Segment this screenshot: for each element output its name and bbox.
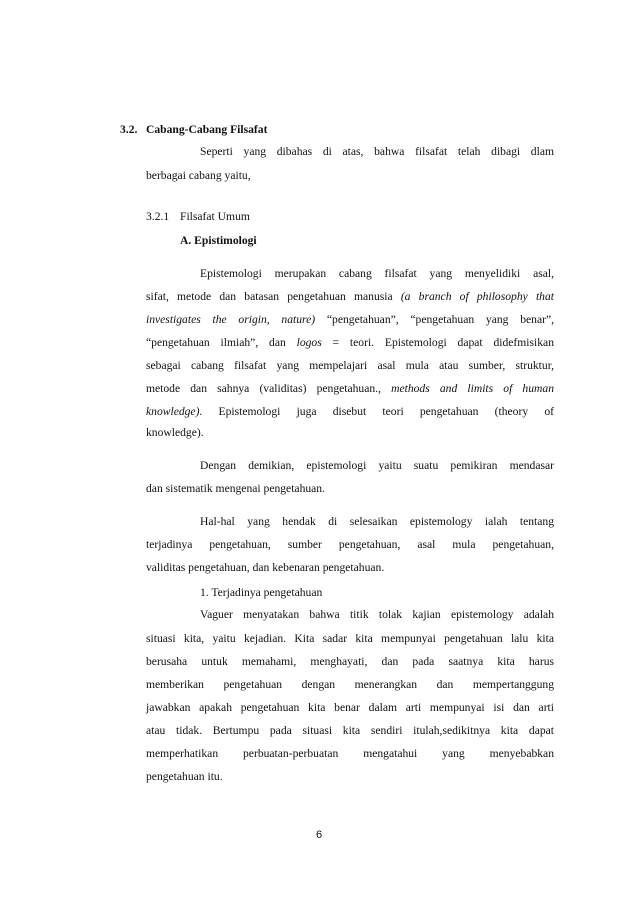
para1-line-1: Epistemologi merupakan cabang filsafat yang menyelidiki asal, <box>200 267 554 280</box>
para4-line-4: memberikan pengetahuan dengan menerangkan dan mempertanggung <box>146 678 554 691</box>
page-number: 6 <box>315 829 323 841</box>
section-number-3-2: 3.2. <box>120 123 138 136</box>
intro-line-2: berbagai cabang yaitu, <box>146 169 251 182</box>
para3-line-2: terjadinya pengetahuan, sumber pengetahuan, asal mula pengetahuan, <box>146 538 554 551</box>
para1-line-6: metode dan sahnya (validitas) pengetahuan., methods and limits of human <box>146 382 554 395</box>
para4-line-1: Vaguer menyatakan bahwa titik tolak kajian epistemology adalah <box>200 608 554 621</box>
para2-line-2: dan sistematik mengenai pengetahuan. <box>146 482 326 495</box>
para1-line-5: sebagai cabang filsafat yang mempelajari asal mula atau sumber, struktur, <box>146 359 554 372</box>
heading-epistimologi: A. Epistimologi <box>180 234 257 247</box>
para4-line-3: berusaha untuk memahami, menghayati, dan pada saatnya kita harus <box>146 655 554 668</box>
para1-line-2: sifat, metode dan batasan pengetahuan manusia (a branch of philosophy that <box>146 290 554 303</box>
section-title-cabang-filsafat: Cabang-Cabang Filsafat <box>146 123 268 136</box>
para2-line-1: Dengan demikian, epistemologi yaitu suatu pemikiran mendasar <box>200 459 554 472</box>
para3-line-1: Hal-hal yang hendak di selesaikan epistemology ialah tentang <box>200 515 554 528</box>
para4-line-6: atau tidak. Bertumpu pada situasi kita sendiri itulah,sedikitnya kita dapat <box>146 724 554 737</box>
para1-line-4: “pengetahuan ilmiah”, dan logos = teori. Epistemologi dapat didefmisikan <box>146 336 554 349</box>
para1-line-3: investigates the origin, nature) “pengetahuan”, “pengetahuan yang benar”, <box>146 313 554 326</box>
item-1-heading: 1. Terjadinya pengetahuan <box>200 586 323 599</box>
para3-line-3: validitas pengetahuan, dan kebenaran pengetahuan. <box>146 561 385 574</box>
subsection-number-3-2-1: 3.2.1 <box>146 210 170 223</box>
para4-line-2: situasi kita, yaitu kejadian. Kita sadar kita mempunyai pengetahuan lalu kita <box>146 632 554 645</box>
para4-line-5: jawabkan apakah pengetahuan kita benar dalam arti mempunyai isi dan arti <box>146 701 554 714</box>
para4-line-8: pengetahuan itu. <box>146 770 223 783</box>
para1-line-7: knowledge). Epistemologi juga disebut teori pengetahuan (theory of <box>146 405 554 418</box>
subsection-title-filsafat-umum: Filsafat Umum <box>180 210 250 223</box>
para1-line-8: knowledge). <box>146 426 204 439</box>
intro-line-1: Seperti yang dibahas di atas, bahwa filsafat telah dibagi dlam <box>200 145 554 158</box>
para4-line-7: memperhatikan perbuatan-perbuatan mengatahui yang menyebabkan <box>146 747 554 760</box>
